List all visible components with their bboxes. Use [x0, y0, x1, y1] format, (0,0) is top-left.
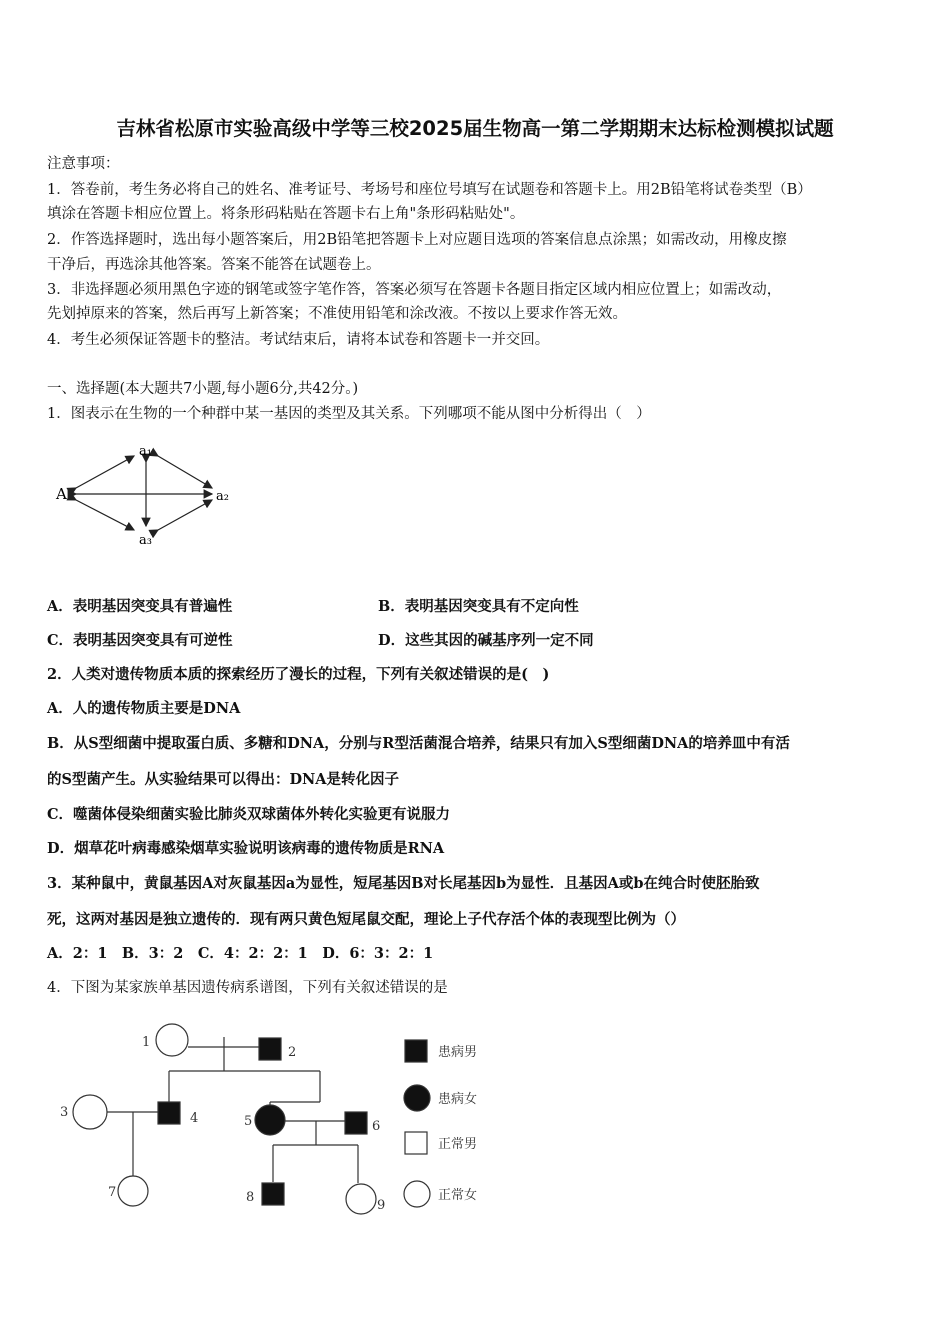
section-heading: 一、选择题(本大题共7小题,每小题6分,共42分。) [47, 381, 359, 397]
legend-label-affected-male: 患病男 [438, 1045, 478, 1060]
legend-affected-female [404, 1085, 430, 1111]
label-A: A [56, 485, 67, 503]
q3-stem: 3．某种鼠中，黄鼠基因A对灰鼠基因a为显性，短尾基因B对长尾基因b为显性．且基因A或b在纯合时使胚胎致 [47, 875, 760, 892]
q2-stem: 2．人类对遗传物质本质的探索经历了漫长的过程，下列有关叙述错误的是( ) [47, 666, 550, 683]
notice-line: 先划掉原来的答案，然后再写上新答案；不准使用铅笔和涂改液。不按以上要求作答无效。 [47, 306, 627, 322]
q1-option-c[interactable]: C．表明基因突变具有可逆性 [47, 632, 233, 649]
notice-line: 3．非选择题必须用黑色字迹的钢笔或签字笔作答，答案必须写在答题卡各题目指定区域内相应位置上；如需改动， [47, 282, 782, 298]
label-7: 7 [108, 1185, 117, 1200]
q1-stem: 1．图表示在生物的一个种群中某一基因的类型及其关系。下列哪项不能从图中分析得出（ ） [47, 406, 651, 422]
notice-line: 1．答卷前，考生务必将自己的姓名、准考证号、考场号和座位号填写在试题卷和答题卡上。用2B铅笔将试卷类型（B） [47, 182, 812, 198]
label-8: 8 [246, 1190, 255, 1205]
notice-line: 2．作答选择题时，选出每小题答案后，用2B铅笔把答题卡上对应题目选项的答案信息点涂黑；如需改动，用橡皮擦 [47, 232, 787, 248]
legend-normal-male [405, 1132, 427, 1154]
q2-option-b[interactable]: B．从S型细菌中提取蛋白质、多糖和DNA，分别与R型活菌混合培养，结果只有加入S型细菌DNA的培养皿中有活 [47, 735, 790, 752]
q1-option-a[interactable]: A．表明基因突变具有普遍性 [47, 598, 233, 615]
individual-2 [259, 1038, 281, 1060]
legend-label-affected-female: 患病女 [438, 1092, 478, 1107]
label-3: 3 [60, 1105, 69, 1120]
label-5: 5 [244, 1114, 253, 1129]
q2-option-c[interactable]: C．噬菌体侵染细菌实验比肺炎双球菌体外转化实验更有说服力 [47, 806, 451, 823]
individual-9 [346, 1184, 376, 1214]
individual-6 [345, 1112, 367, 1134]
label-a2: a₂ [216, 489, 229, 504]
individual-4 [158, 1102, 180, 1124]
q2-option-d[interactable]: D．烟草花叶病毒感染烟草实验说明该病毒的遗传物质是RNA [47, 840, 445, 857]
individual-5 [255, 1105, 285, 1135]
q4-stem: 4．下图为某家族单基因遗传病系谱图，下列有关叙述错误的是 [47, 980, 448, 996]
arrow-A-a3 [76, 500, 134, 530]
page-title: 吉林省松原市实验高级中学等三校2025届生物高一第二学期期末达标检测模拟试题 [116, 117, 834, 140]
individual-7 [118, 1176, 148, 1206]
individual-1 [156, 1024, 188, 1056]
notice-line: 填涂在答题卡相应位置上。将条形码粘贴在答题卡右上角"条形码粘贴处"。 [47, 206, 525, 222]
label-2: 2 [288, 1045, 297, 1060]
q1-option-d[interactable]: D．这些其因的碱基序列一定不同 [378, 632, 594, 649]
legend-label-normal-female: 正常女 [438, 1188, 478, 1203]
notice-line: 干净后，再选涂其他答案。答案不能答在试题卷上。 [47, 257, 381, 273]
q2-option-b-cont: 的S型菌产生。从实验结果可以得出：DNA是转化因子 [47, 771, 400, 788]
legend-label-normal-male: 正常男 [438, 1137, 478, 1152]
q3-stem-cont: 死，这两对基因是独立遗传的．现有两只黄色短尾鼠交配，理论上子代存活个体的表现型比例为（） [47, 911, 685, 928]
label-1: 1 [142, 1035, 151, 1050]
pedigree-chart [50, 1015, 510, 1225]
legend-normal-female [404, 1181, 430, 1207]
individual-8 [262, 1183, 284, 1205]
arrow-a1-a2 [158, 456, 212, 488]
legend-affected-male [405, 1040, 427, 1062]
notice-line: 4．考生必须保证答题卡的整洁。考试结束后，请将本试卷和答题卡一并交回。 [47, 332, 550, 348]
label-a3: a₃ [139, 533, 152, 548]
label-6: 6 [372, 1119, 381, 1134]
label-4: 4 [190, 1111, 199, 1126]
individual-3 [73, 1095, 107, 1129]
notice-heading: 注意事项： [47, 156, 120, 172]
label-9: 9 [377, 1198, 386, 1213]
q3-options[interactable]: A．2：1 B．3：2 C．4：2：2：1 D．6：3：2：1 [47, 945, 434, 962]
label-a1: a₁ [139, 444, 152, 459]
q1-option-b[interactable]: B．表明基因突变具有不定向性 [378, 598, 579, 615]
gene-relation-diagram [50, 440, 240, 550]
q2-option-a[interactable]: A．人的遗传物质主要是DNA [47, 700, 241, 717]
arrow-a3-a2 [158, 500, 212, 530]
arrow-A-a1 [76, 456, 134, 488]
